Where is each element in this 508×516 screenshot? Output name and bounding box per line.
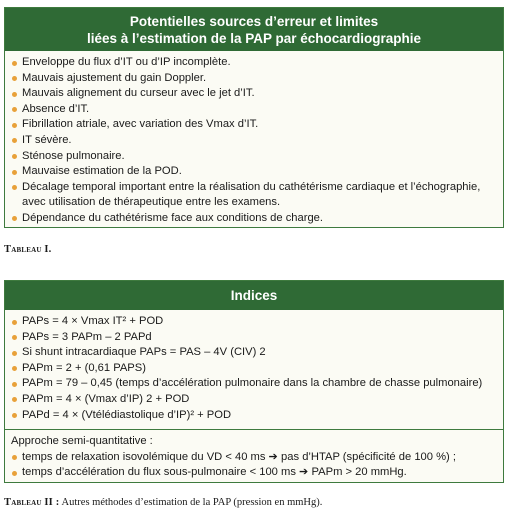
list-item: IT sévère. <box>11 133 497 149</box>
table-2-caption-tag: Tableau II : <box>4 497 60 508</box>
table-2 <box>4 280 504 483</box>
table-1-caption <box>4 244 52 255</box>
list-item: Mauvais alignement du curseur avec le jet d’IT. <box>11 86 497 102</box>
list-item: Enveloppe du flux d’IT ou d’IP incomplète. <box>11 55 497 71</box>
table-1-title-line-1: Potentielles sources d’erreur et limites <box>129 14 379 29</box>
table-2-header <box>5 281 503 310</box>
formula-item: PAPs = 3 PAPm – 2 PAPd <box>11 330 497 346</box>
semi-quantitative-heading: Approche semi-quantitative : <box>11 435 153 448</box>
table-2-title: Indices <box>230 288 278 303</box>
list-item: Fibrillation atriale, avec variation des Vmax d’IT. <box>11 117 497 133</box>
section-divider <box>5 429 503 430</box>
table-1-title-line-2: liées à l’estimation de la PAP par échocardiographie <box>86 31 422 46</box>
table-1 <box>4 7 504 228</box>
table-2-caption-text: Autres méthodes d’estimation de la PAP (pression en mmHg). <box>59 497 323 508</box>
formula-item: PAPm = 4 × (Vmax d’IP) 2 + POD <box>11 392 497 408</box>
semi-quantitative-item: temps de relaxation isovolémique du VD < 40 ms ➔ pas d’HTAP (spécificité de 100 %) ; <box>11 450 497 466</box>
formula-item: Si shunt intracardiaque PAPs = PAS – 4V (CIV) 2 <box>11 345 497 361</box>
list-item: Absence d’IT. <box>11 102 497 118</box>
formula-item: PAPm = 79 – 0,45 (temps d’accélération pulmonaire dans la chambre de chasse pulmonaire) <box>11 376 497 392</box>
table-2-body <box>5 310 503 481</box>
formula-item: PAPm = 2 + (0,61 PAPS) <box>11 361 497 377</box>
table-1-caption-tag: Tableau I. <box>4 244 52 255</box>
list-item: Mauvais ajustement du gain Doppler. <box>11 71 497 87</box>
table-1-body <box>5 51 503 227</box>
list-item: Mauvaise estimation de la POD. <box>11 164 497 180</box>
list-item: Dépendance du cathétérisme face aux conditions de charge. <box>11 211 497 227</box>
list-item: Décalage temporal important entre la réalisation du cathétérisme cardiaque et l’échographie, avec utilisation de thérapeutique entre les examens. <box>11 180 497 211</box>
list-item: Sténose pulmonaire. <box>11 149 497 165</box>
semi-quantitative-item: temps d’accélération du flux sous-pulmonaire < 100 ms ➔ PAPm > 20 mmHg. <box>11 465 497 481</box>
formula-item: PAPs = 4 × Vmax IT² + POD <box>11 314 497 330</box>
table-2-caption <box>4 497 322 508</box>
table-1-header <box>5 8 503 51</box>
formula-item: PAPd = 4 × (Vtélédiastolique d’IP)² + POD <box>11 408 497 424</box>
